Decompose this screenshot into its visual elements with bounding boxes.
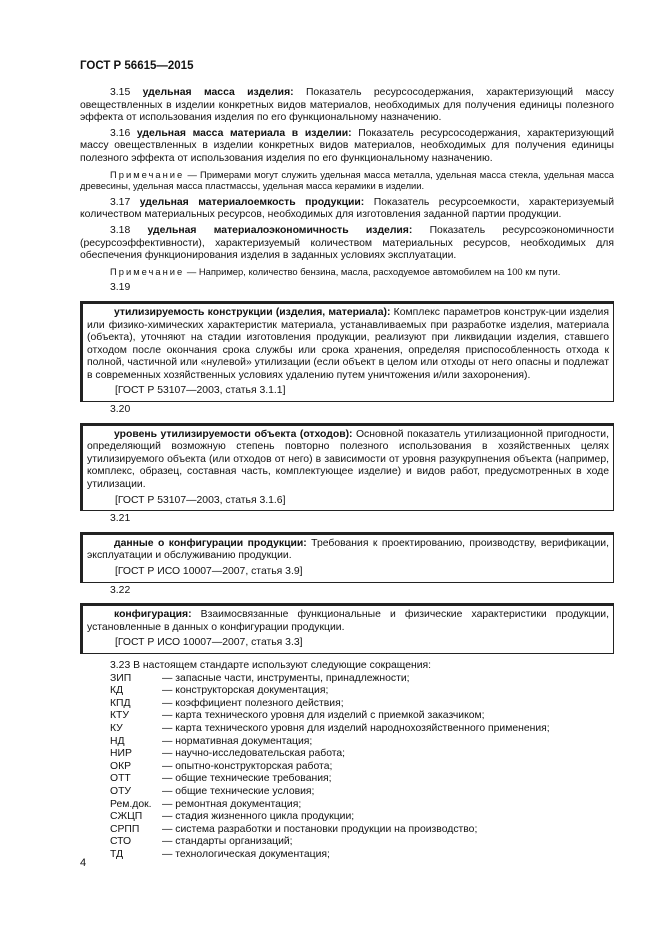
abbreviation-row xyxy=(110,748,614,761)
definition: Основной показатель утилизационной пригодности, определяющий возможную степень повторно полезного использования в хозяйственных целях утилизируемого объекта (или отходов от него) в зависимости от уровня разукрупнения объекта (например, комплекс, образец, составная часть, комплектующее изделие) и видов работ, предусмотренных в ходе утилизации. xyxy=(87,428,610,491)
abbreviation-key: Рем.док. xyxy=(110,798,152,810)
boxed-definition-3-19 xyxy=(80,301,614,402)
abbreviation-key: СЖЦП xyxy=(110,811,143,823)
source-reference: [ГОСТ Р ИСО 10007—2007, статья 3.3] xyxy=(115,637,303,649)
clause-3-16 xyxy=(80,128,614,166)
abbreviation-key: ОТТ xyxy=(110,773,131,785)
note-text: — Например, количество бензина, масла, расходуемое автомобилем на 100 км пути. xyxy=(184,265,561,277)
abbreviation-key: КТУ xyxy=(110,710,130,722)
clause-3-15 xyxy=(80,87,614,125)
clause-number-3-20: 3.20 xyxy=(110,404,131,416)
note-label: Примечание xyxy=(110,168,185,180)
abbreviation-meaning: — опытно-конструкторская работа; xyxy=(162,760,333,772)
definition: Показатель ресурсоэкономичности (ресурсоэффективности), характеризуемый количеством материальных ресурсов, необходимых для обеспечения функционирования изделия в заданных условиях эксплуатации. xyxy=(80,224,614,262)
abbreviation-row xyxy=(110,824,614,837)
clause-3-18 xyxy=(80,225,614,263)
note-1 xyxy=(80,169,614,192)
abbreviation-meaning: — общие технические условия; xyxy=(162,785,315,797)
abbreviation-key: ОКР xyxy=(110,760,132,772)
abbreviation-row xyxy=(110,811,614,824)
abbreviation-key: КУ xyxy=(110,722,123,734)
abbreviation-meaning: — научно-исследовательская работа; xyxy=(162,748,346,760)
definition-text xyxy=(87,429,609,492)
term: данные о конфигурации продукции: xyxy=(114,537,307,549)
abbreviation-key: ОТУ xyxy=(110,785,132,797)
abbreviation-row xyxy=(110,799,614,812)
abbreviations-list xyxy=(110,673,614,862)
abbreviation-meaning: — стандарты организаций; xyxy=(162,836,293,848)
definition: Комплекс параметров конструк-ции изделия или физико-химических характеристик материала, устанавливаемых при разработке изделия, материала (объекта), уточняют на стадии изготовления продукции, реализуют при ликвидации изделия, ставшего отходом после окончания срока службы или срока хранения, определяя приспособленность отхода к полной, частичной или «нулевой» утилизации (если объект в целом или отходы от него опасны и подлежат в современных хозяйственных условиях удалению путем уничтожения и/или захоронения). xyxy=(87,306,609,381)
abbreviation-key: СТО xyxy=(110,836,132,848)
abbreviation-meaning: — общие технические требования; xyxy=(162,773,332,785)
document-body xyxy=(80,87,614,861)
boxed-definition-3-21 xyxy=(80,532,614,583)
abbreviation-row xyxy=(110,836,614,849)
abbreviation-meaning: — технологическая документация; xyxy=(162,848,330,860)
abbreviation-row xyxy=(110,685,614,698)
abbreviation-meaning: — нормативная документация; xyxy=(162,735,313,747)
abbreviation-meaning: — конструкторская документация; xyxy=(162,685,329,697)
boxed-definition-3-22 xyxy=(80,603,614,654)
clause-number: 3.15 xyxy=(110,87,131,98)
source-reference: [ГОСТ Р 53107—2003, статья 3.1.6] xyxy=(115,494,286,506)
term: удельная материалоемкость продукции: xyxy=(139,196,365,208)
abbreviation-key: НИР xyxy=(110,748,132,760)
term: удельная масса материала в изделии: xyxy=(136,127,352,139)
abbreviation-row xyxy=(110,673,614,686)
term: удельная масса изделия: xyxy=(142,87,294,98)
abbreviation-meaning: — запасные части, инструменты, принадлежности; xyxy=(162,672,410,684)
note-2 xyxy=(80,266,614,278)
definition: Взаимосвязанные функциональные и физические характеристики продукции, установленные в данных о конфигурации продукции. xyxy=(87,609,609,633)
abbreviation-meaning: — ремонтная документация; xyxy=(162,798,302,810)
document-header: ГОСТ Р 56615—2015 xyxy=(80,60,194,72)
abbreviation-meaning: — система разработки и постановки продукции на производство; xyxy=(162,823,478,835)
abbreviation-row xyxy=(110,723,614,736)
source-reference: [ГОСТ Р ИСО 10007—2007, статья 3.9] xyxy=(115,566,303,577)
abbreviation-key: НД xyxy=(110,735,125,747)
abbreviation-row xyxy=(110,710,614,723)
abbreviations-intro: 3.23 В настоящем стандарте используют следующие сокращения: xyxy=(110,659,432,671)
abbreviation-row xyxy=(110,786,614,799)
clause-3-17 xyxy=(80,197,614,222)
clause-number-3-19: 3.19 xyxy=(110,282,131,294)
clause-number: 3.17 xyxy=(110,196,131,208)
abbreviation-meaning: — коэффициент полезного действия; xyxy=(162,697,344,709)
clause-number: 3.16 xyxy=(110,127,131,139)
note-label: Примечание xyxy=(110,265,185,277)
definition-text xyxy=(87,538,609,563)
definition: Показатель ресурсосодержания, характеризующий массу овеществленных в изделии конкретных видов материалов, необходимых для получения единицы полезного эффекта от использования изделия по его функциональному назначению. xyxy=(80,87,614,124)
abbreviation-meaning: — карта технического уровня для изделий с приемкой заказчиком; xyxy=(162,710,485,722)
definition: Показатель ресурсосодержания, характеризующий массу овеществленных в изделии конкретных видов материалов, необходимых для получения единицы полезного эффекта от использования изделия по его функциональному назначению. xyxy=(80,127,615,164)
note-text: — Примерами могут служить удельная масса металла, удельная масса стекла, удельная масса древесины, удельная масса пластмассы, удельная масса керамики в изделии. xyxy=(80,168,614,192)
definition-text xyxy=(87,609,609,634)
source-reference: [ГОСТ Р 53107—2003, статья 3.1.1] xyxy=(115,385,286,397)
term: конфигурация: xyxy=(114,609,192,621)
abbreviation-key: КД xyxy=(110,685,124,697)
abbreviation-row xyxy=(110,773,614,786)
abbreviation-row xyxy=(110,736,614,749)
abbreviation-key: СРПП xyxy=(110,823,140,835)
page-number: 4 xyxy=(80,857,87,869)
definition: Требования к проектированию, производству, верификации, эксплуатации и обслуживанию продукции. xyxy=(87,537,610,562)
clause-number: 3.18 xyxy=(110,224,131,236)
term: утилизируемость конструкции (изделия, материала): xyxy=(114,306,391,318)
abbreviation-meaning: — стадия жизненного цикла продукции; xyxy=(162,811,355,823)
term: уровень утилизируемости объекта (отходов): xyxy=(114,428,353,440)
term: удельная материалоэкономичность изделия: xyxy=(147,224,413,236)
abbreviation-key: КПД xyxy=(110,697,131,709)
abbreviation-key: ЗИП xyxy=(110,672,132,684)
definition-text xyxy=(87,307,609,383)
abbreviation-row xyxy=(110,761,614,774)
clause-number-3-21: 3.21 xyxy=(110,513,131,525)
abbreviation-row xyxy=(110,849,614,862)
boxed-definition-3-20 xyxy=(80,423,614,512)
abbreviation-key: ТД xyxy=(110,848,124,860)
clause-number-3-22: 3.22 xyxy=(110,584,131,596)
abbreviation-meaning: — карта технического уровня для изделий народнохозяйственного применения; xyxy=(162,722,550,734)
abbreviation-row xyxy=(110,698,614,711)
definition: Показатель ресурсоемкости, характеризуемый количеством материальных ресурсов, необходимых для изготовления заданной партии продукции. xyxy=(80,196,615,221)
